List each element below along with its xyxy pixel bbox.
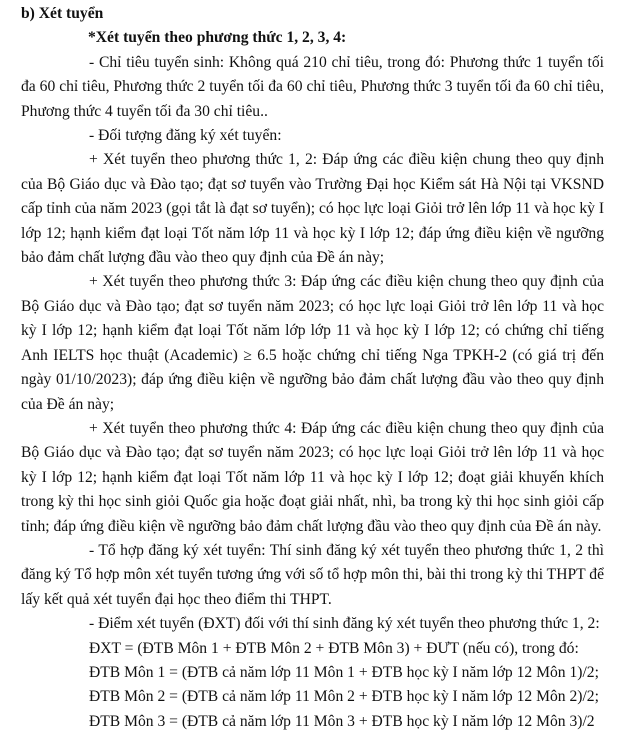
paragraph-eligible-intro: - Đối tượng đăng ký xét tuyển: — [89, 127, 282, 145]
paragraph-method-4: + Xét tuyển theo phương thức 4: Đáp ứng các điều kiện chung theo quy định của Bộ Giáo dục và Đào tạo; đạt sơ tuyển năm 2023; có học lực loại Giỏi trở lên lớp 11 và học kỳ I lớp 12; hạnh kiểm đạt loại Tốt năm lớp 11 và học kỳ I lớp 12; đoạt giải khuyến khích trong kỳ thi học sinh giỏi Quốc gia hoặc đoạt giải nhất, nhì, ba trong kỳ thi học sinh giỏi cấp tỉnh; đáp ứng điều kiện về ngưỡng bảo đảm chất lượng đầu vào theo quy định của Đề án này. — [21, 419, 604, 535]
formula-subject-3: ĐTB Môn 3 = (ĐTB cả năm lớp 11 Môn 3 + ĐTB học kỳ I năm lớp 12 Môn 3)/2 — [89, 712, 595, 730]
paragraph-quota: - Chỉ tiêu tuyển sinh: Không quá 210 chỉ tiêu, trong đó: Phương thức 1 tuyển tối đa 60 chỉ tiêu, Phương thức 2 tuyển tối đa 60 chỉ tiêu, Phương thức 3 tuyển tối đa 60 chỉ tiêu, Phương thức 4 tuyển tối đa 30 chỉ tiêu.. — [21, 53, 604, 120]
formula-subject-2: ĐTB Môn 2 = (ĐTB cả năm lớp 11 Môn 2 + ĐTB học kỳ I năm lớp 12 Môn 2)/2; — [89, 688, 599, 706]
formula-dxt: ĐXT = (ĐTB Môn 1 + ĐTB Môn 2 + ĐTB Môn 3) + ĐƯT (nếu có), trong đó: — [89, 639, 579, 657]
subsection-heading: *Xét tuyển theo phương thức 1, 2, 3, 4: — [88, 29, 347, 47]
section-heading: b) Xét tuyển — [21, 5, 104, 22]
paragraph-method-1-2: + Xét tuyển theo phương thức 1, 2: Đáp ứng các điều kiện chung theo quy định của Bộ Giáo dục và Đào tạo; đạt sơ tuyển vào Trường Đại học Kiểm sát Hà Nội tại VKSND cấp tỉnh của năm 2023 (gọi tắt là đạt sơ tuyển); có học lực loại Giỏi trở lên lớp 11 và học kỳ I lớp 12; hạnh kiểm đạt loại Tốt năm lớp 11 và học kỳ I lớp 12; đáp ứng điều kiện về ngưỡng bảo đảm chất lượng đầu vào theo quy định của Đề án này; — [21, 151, 605, 267]
paragraph-method-3: + Xét tuyển theo phương thức 3: Đáp ứng các điều kiện chung theo quy định của Bộ Giáo dục và Đào tạo; đạt sơ tuyển năm 2023; có học lực loại Giỏi trở lên lớp 11 và học kỳ I lớp 12; hạnh kiểm đạt loại Tốt năm lớp lớp 11 và học kỳ I lớp 12; có chứng chỉ tiếng Anh IELTS học thuật (Academic) ≥ 6.5 hoặc chứng chỉ tiếng Nga TPKH-2 (có giá trị đến ngày 01/10/2023); đáp ứng điều kiện về ngưỡng bảo đảm chất lượng đầu vào theo quy định của Đề án này; — [21, 273, 604, 413]
paragraph-score-intro: - Điểm xét tuyển (ĐXT) đối với thí sinh đăng ký xét tuyển theo phương thức 1, 2: — [89, 615, 600, 633]
paragraph-subject-combination: - Tổ hợp đăng ký xét tuyển: Thí sinh đăng ký xét tuyển theo phương thức 1, 2 thì đăng ký Tổ hợp môn xét tuyển tương ứng với số tổ hợp môn thi, bài thi trong kỳ thi THPT để lấy kết quả xét tuyển đại học theo điểm thi THPT. — [21, 541, 604, 608]
formula-subject-1: ĐTB Môn 1 = (ĐTB cả năm lớp 11 Môn 1 + ĐTB học kỳ I năm lớp 12 Môn 1)/2; — [89, 663, 599, 681]
